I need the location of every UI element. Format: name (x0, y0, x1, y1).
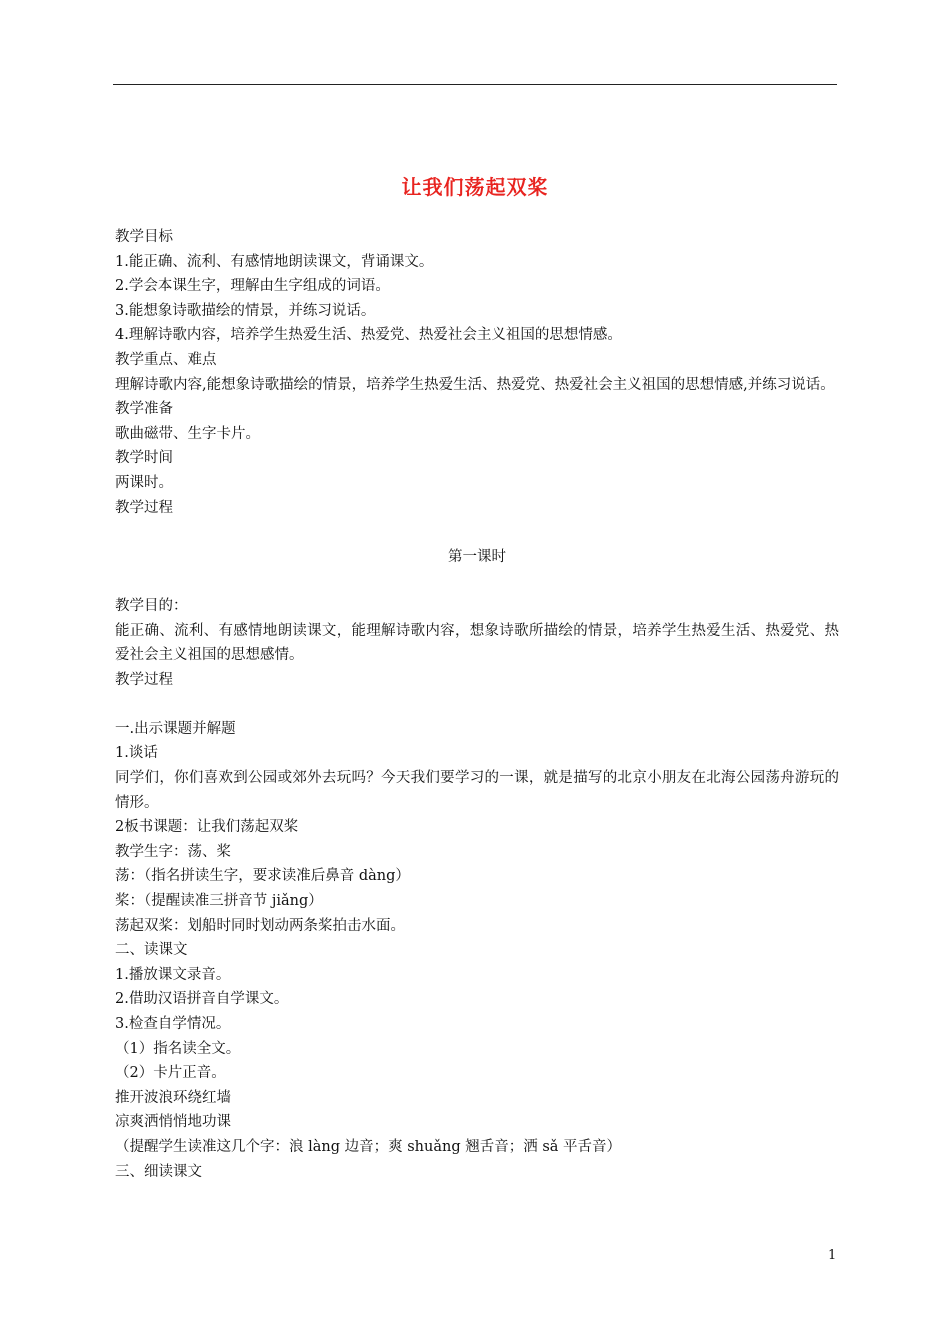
document-title: 让我们荡起双桨 (401, 175, 549, 199)
page-number: 1 (828, 1248, 837, 1263)
key-points-heading: 教学重点、难点 (115, 351, 217, 368)
lesson-title: 第一课时 (448, 548, 506, 565)
lesson-aim-heading: 教学目的： (115, 597, 188, 614)
section-heading: 一.出示课题并解题 (115, 720, 236, 737)
key-points-text: 理解诗歌内容,能想象诗歌描绘的情景，培养学生热爱生活、热爱党、热爱社会主义祖国的思想情感,并练习说话。 (115, 376, 835, 393)
character-note: 桨：（提醒读准三拼音节 jiǎng） (115, 893, 323, 910)
section-heading: 二、读课文 (115, 942, 188, 959)
time-heading: 教学时间 (115, 450, 173, 467)
process-heading: 教学过程 (115, 499, 173, 516)
lesson-aim-text: 能正确、流利、有感情地朗读课文，能理解诗歌内容，想象诗歌所描绘的情景，培养学生热爱生活、热爱党、热爱社会主义祖国的思想感情。 (115, 622, 839, 664)
list-item: 凉爽洒悄悄地功课 (115, 1114, 231, 1131)
preparation-heading: 教学准备 (115, 401, 173, 418)
subsection-heading: 1.谈话 (115, 745, 158, 762)
list-item: （1）指名读全文。 (115, 1040, 241, 1057)
list-item: 3.检查自学情况。 (115, 1016, 231, 1032)
objective-item: 2.学会本课生字，理解由生字组成的词语。 (115, 278, 390, 295)
objective-item: 3.能想象诗歌描绘的情景，并练习说话。 (115, 302, 376, 319)
board-title: 2板书课题：让我们荡起双桨 (115, 819, 299, 836)
list-item: 2.借助汉语拼音自学课文。 (115, 991, 289, 1008)
objective-item: 4.理解诗歌内容，培养学生热爱生活、热爱党、热爱社会主义祖国的思想情感。 (115, 327, 622, 344)
time-text: 两课时。 (115, 474, 173, 491)
lesson-process-heading: 教学过程 (115, 671, 173, 688)
header-rule (113, 84, 837, 85)
list-item: （2）卡片正音。 (115, 1065, 226, 1082)
new-characters: 教学生字：荡、桨 (115, 843, 231, 860)
list-item: 1.播放课文录音。 (115, 966, 231, 983)
section-heading: 三、细读课文 (115, 1163, 202, 1180)
objective-item: 1.能正确、流利、有感情地朗读课文，背诵课文。 (115, 253, 434, 270)
preparation-text: 歌曲磁带、生字卡片。 (115, 425, 260, 442)
phrase-meaning: 荡起双桨：划船时同时划动两条桨拍击水面。 (115, 917, 405, 934)
character-note: 荡：（指名拼读生字，要求读准后鼻音 dàng） (115, 868, 410, 885)
list-item: 推开波浪环绕红墙 (115, 1089, 231, 1106)
document-body (115, 225, 839, 1184)
list-item: （提醒学生读准这几个字：浪 làng 边音；爽 shuǎng 翘舌音；洒 sǎ 平舌音） (115, 1138, 622, 1155)
talk-text: 同学们，你们喜欢到公园或郊外去玩吗？今天我们要学习的一课，就是描写的北京小朋友在北海公园荡舟游玩的情形。 (115, 770, 839, 811)
objectives-heading: 教学目标 (115, 229, 173, 245)
